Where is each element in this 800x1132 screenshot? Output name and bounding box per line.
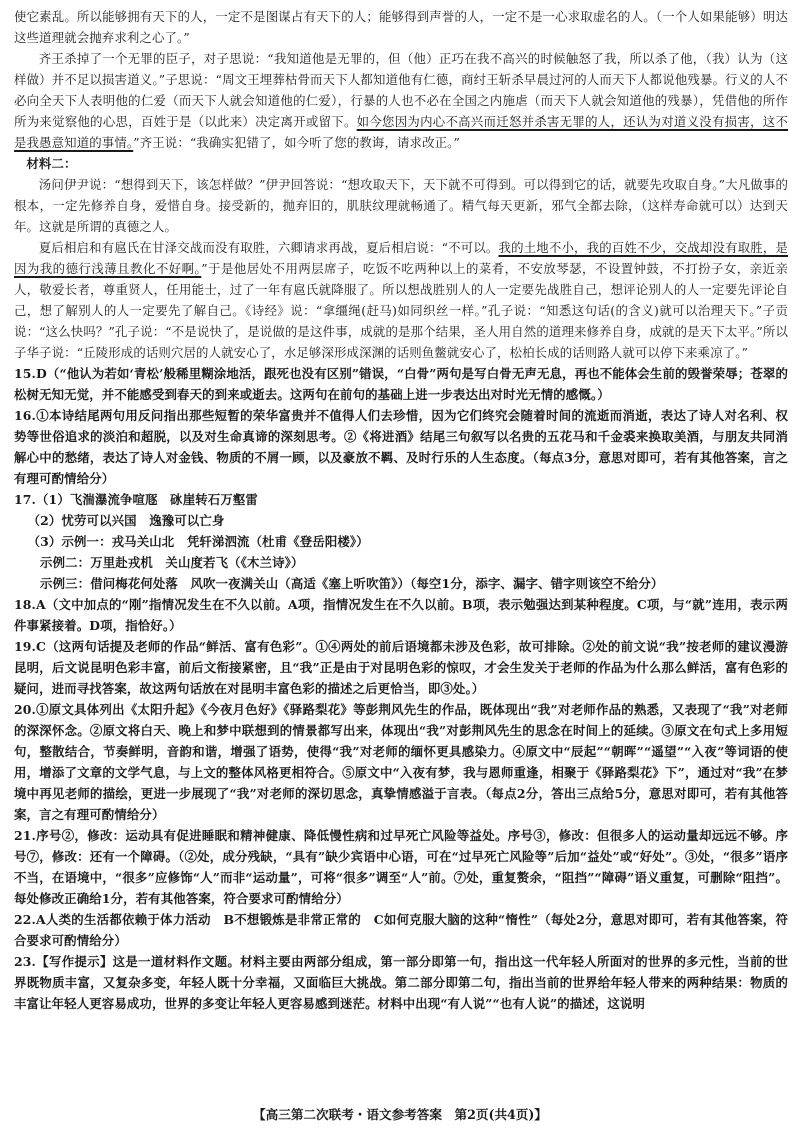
answer-sheet-page xyxy=(14,6,788,1014)
answer-20: 20.①原文具体列出《太阳升起》《今夜月色好》《驿路梨花》等彭荆风先生的作品，既体现出“我”对老师作品的熟悉，又表现了“我”对老师的深深怀念。②原文将白天、晚上和梦中联想到的情景都写出来，体现出“我”对彭荆风先生的思念在时间上的延续。③原文在句式上多用短句，整散结合，节奏鲜明，音韵和谐，增强了语势，使得“我”对老师的缅怀更具感染力。④原文中“辰起”“朝晖”“遥望”“入夜”等词语的使用，增添了文章的文学气息，与上文的整体风格更相符合。⑤原文中“入夜有梦，我与恩师重逢，相聚于《驿路梨花》下”，通过对“我”在梦境中再见老师的描绘，更进一步展现了“我”对老师的深切思念，真挚情感溢于言表。（每点2分，答出三点给5分，意思对即可，若有其他答案，言之有理可酌情给分） xyxy=(14,702,788,822)
answer-17-1: 17.（1）飞湍瀑流争喧豗 砯崖转石万壑雷 xyxy=(14,492,258,507)
paragraph-text: 夏后相启和有扈氏在甘泽交战而没有取胜，六卿请求再战，夏后相启说：“不可以。 xyxy=(38,240,499,255)
material1-paragraph-qiwang xyxy=(14,48,788,153)
answer-17-3b: 示例二：万里赴戎机 关山度若飞（《木兰诗》） xyxy=(40,555,304,570)
underlined-sentence: 如今您因为内心不高兴而迁怒并杀害无罪的人，还认为对道义没有损害，这不是我愚意知道的事情。 xyxy=(14,114,788,150)
answer-17-3c: 示例三：借问梅花何处落 风吹一夜满关山（高适《塞上听吹笛》）（每空1分，添字、漏字、错字则该空不给分） xyxy=(40,576,664,591)
material2-paragraph-1: 汤问伊尹说：“想得到天下，该怎样做？”伊尹回答说：“想攻取天下，天下就不可得到。可以得到它的话，就要先攻取自身。”大凡做事的根本，一定先修养自身，爱惜自身。接受新的，抛弃旧的，肌肤纹理就畅通了。精气每天更新，邪气全都去除，（这样寿命就可以）达到天年。这就是所谓的真德之人。 xyxy=(14,177,788,234)
material2-heading: 材料二： xyxy=(26,156,77,171)
underlined-sentence: 我的土地不小，我的百姓不少，交战却没有取胜，是因为我的德行浅薄且教化不好啊。 xyxy=(14,240,788,276)
answer-19: 19.C（这两句话提及老师的作品“鲜活、富有色彩”。①④两处的前后语境都未涉及色彩，故可排除。②处的前文说“我”按老师的建议漫游昆明，后文说昆明色彩丰富，前后文衔接紧密，且“我”正是由于对昆明色彩的惊叹，才会生发关于老师的作品为什么那么鲜活，富有色彩的疑问，进而寻找答案，故这两句话放在对昆明丰富色彩的描述之后更恰当，即③处。） xyxy=(14,639,788,696)
answer-23: 23.【写作提示】这是一道材料作文题。材料主要由两部分组成，第一部分即第一句，指出这一代年轻人所面对的世界的多元性，当前的世界既物质丰富，又复杂多变，年轻人既十分幸福，又面临巨大挑战。第二部分即第二句，指出当前的世界给年轻人带来的两种结果：物质的丰富让年轻人更容易成功，世界的多变让年轻人更容易感到迷茫。材料中出现“有人说”“也有人说”的描述，这说明 xyxy=(14,954,788,1011)
paragraph-text: 齐王杀掉了一个无罪的臣子，对子思说：“我知道他是无罪的，但（他）正巧在我不高兴的时候触怒了我，所以杀了他，（我）认为（这样做）并不足以损害道义。”子思说：“周文王埋葬枯骨而天下人都知道他有仁德，商纣王斩杀早晨过河的人而天下人都说他残暴。行义的人不必向全天下人表明他的仁爱（而天下人就会知道他的仁爱），行暴的人也不必在全国之内施虐（而天下人就会知道他的残暴），凭借他的所作所为来觉察他的心思，百姓于是（以此来）决定离开或留下。 xyxy=(14,51,788,129)
answer-21: 21.序号②，修改：运动具有促进睡眠和精神健康、降低慢性病和过早死亡风险等益处。序号③，修改：但很多人的运动量却远远不够。序号⑦，修改：还有一个障碍。（②处，成分残缺，“具有”缺少宾语中心语，可在“过早死亡风险等”后加“益处”或“好处”。③处，“很多”语序不当，在语境中，“很多”应修饰“人”而非“运动量”，可将“很多”调至“人”前。⑦处，重复赘余，“阻挡”“障碍”语义重复，可删除“阻挡”。每处修改正确给1分，若有其他答案，符合要求可酌情给分） xyxy=(14,828,788,906)
material2-paragraph-2 xyxy=(14,237,788,363)
answer-15: 15.D（“他认为若如‘青松’般稀里糊涂地活，跟死也没有区别”错误，“白骨”两句是写白骨无声无息，再也不能体会生前的毁誉荣辱；苍翠的松树无知无觉，并不能感受到春天的到来或逝去。这两句在前句的基础上进一步表达出对时光无情的感慨。） xyxy=(14,366,788,402)
paragraph-text: ”齐王说：“我确实犯错了，如今听了您的教诲，请求改正。” xyxy=(133,135,460,150)
page-footer: 【高三第二次联考・语文参考答案 第2页(共4页)】 xyxy=(253,1107,547,1122)
answer-16: 16.①本诗结尾两句用反问指出那些短暂的荣华富贵并不值得人们去珍惜，因为它们终究会随着时间的流逝而消逝，表达了诗人对名利、权势等世俗追求的淡泊和超脱，以及对生命真谛的深刻思考。②《将进酒》结尾三句叙写以名贵的五花马和千金裘来换取美酒，与朋友共同消解心中的愁绪，表达了诗人对金钱、物质的不屑一顾，以及豪放不羁、及时行乐的人生态度。（每点3分，意思对即可，若有其他答案，言之有理可酌情给分） xyxy=(14,408,788,486)
answer-17-3a: （3）示例一：戎马关山北 凭轩涕泗流（杜甫《登岳阳楼》） xyxy=(27,534,369,549)
answer-17-2: （2）忧劳可以兴国 逸豫可以亡身 xyxy=(27,513,225,528)
material1-paragraph-tail: 使它素乱。所以能够拥有天下的人，一定不是图谋占有天下的人；能够得到声誉的人，一定不是一心求取虚名的人。（一个人如果能够）明达这些道理就会抛弃求利之心了。” xyxy=(14,9,788,45)
answer-18: 18.A（文中加点的“刚”指情况发生在不久以前。A项，指情况发生在不久以前。B项，表示勉强达到某种程度。C项，与“就”连用，表示两件事紧接着。D项，指恰好。） xyxy=(14,597,788,633)
paragraph-text: ”于是他居处不用两层席子，吃饭不吃两种以上的菜肴，不安放琴瑟，不设置钟鼓，不打扮子女，亲近亲人，敬爱长者，尊重贤人，任用能士，过了一年有扈氏就降服了。所以想战胜别人的人一定要先战胜自己，想评论别人的人一定要先评论自己，想了解别人的人一定要先了解自己。《诗经》说：“拿缰绳(赶马)如同织丝一样。”孔子说：“知悉这句话(的含义)就可以治理天下。”子贡说：“这么快吗？”孔子说：“不是说快了，是说做的是这件事，成就的是那个结果，圣人用自然的道理来修养自身，成就的是天下太平。”所以子华子说：“丘陵形成的话则穴居的人就安心了，水足够深形成深渊的话则鱼鳖就安心了，松柏长成的话则路人就可以停下来乘凉了。” xyxy=(14,261,788,360)
answer-22: 22.A人类的生活都依赖于体力活动 B不想锻炼是非常正常的 C如何克服大脑的这种“惰性”（每处2分，意思对即可，若有其他答案，符合要求可酌情给分） xyxy=(14,912,788,948)
